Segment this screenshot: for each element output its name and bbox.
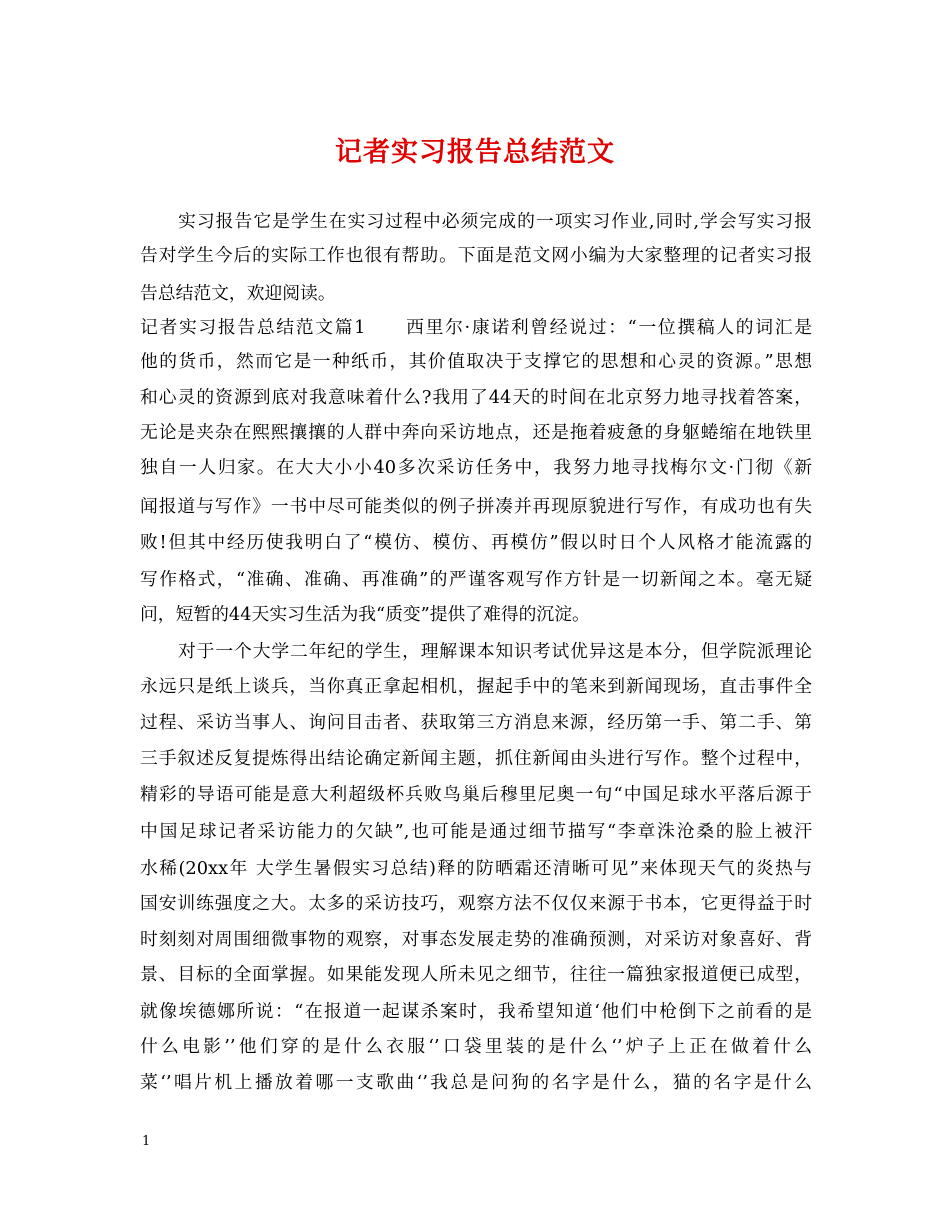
text-line: 对于一个大学二年纪的学生，理解课本知识考试优异这是本分，但学院派理论 [178, 641, 812, 662]
text-line: 国安训练强度之大。太多的采访技巧，观察方法不仅仅来源于书本，它更得益于时 [140, 893, 812, 914]
text-line: 闻报道与写作》一书中尽可能类似的例子拼凑并再现原貌进行写作，有成功也有失 [140, 496, 812, 517]
text-line: 景、目标的全面掌握。如果能发现人所未见之细节，往往一篇独家报道便已成型， [140, 964, 812, 985]
text-line: 精彩的导语可能是意大利超级杯兵败鸟巢后穆里尼奥一句“中国足球水平落后源于 [140, 784, 812, 805]
text-line: 记者实习报告总结范文篇1 西里尔·康诺利曾经说过：“一位撰稿人的词汇是 [140, 317, 812, 338]
page-title: 记者实习报告总结范文 [335, 137, 615, 168]
text-line: 告总结范文，欢迎阅读。 [140, 283, 336, 304]
text-line: 和心灵的资源到底对我意味着什么?我用了44天的时间在北京努力地寻找着答案， [140, 387, 812, 408]
text-line: 他的货币，然而它是一种纸币，其价值取决于支撑它的思想和心灵的资源。”思想 [140, 351, 812, 372]
text-line: 实习报告它是学生在实习过程中必须完成的一项实习作业,同时,学会写实习报 [178, 211, 812, 232]
text-line: 无论是夹杂在熙熙攘攘的人群中奔向采访地点，还是拖着疲惫的身躯蜷缩在地铁里 [140, 422, 812, 443]
text-line: 过程、采访当事人、询问目击者、获取第三方消息来源，经历第一手、第二手、第 [140, 712, 812, 733]
text-line: 问，短暂的44天实习生活为我“质变”提供了难得的沉淀。 [140, 604, 590, 625]
text-line: 永远只是纸上谈兵，当你真正拿起相机，握起手中的笔来到新闻现场，直击事件全 [140, 676, 812, 697]
text-line: 水稀(20xx年 大学生暑假实习总结)释的防晒霜还清晰可见”来体现天气的炎热与 [140, 858, 812, 879]
text-line: 写作格式，“准确、准确、再准确”的严谨客观写作方针是一切新闻之本。毫无疑 [140, 569, 812, 590]
text-line: 独自一人归家。在大大小小40多次采访任务中，我努力地寻找梅尔文·门彻《新 [140, 457, 812, 478]
text-line: 三手叙述反复提炼得出结论确定新闻主题，抓住新闻由头进行写作。整个过程中， [140, 748, 812, 769]
text-line: 菜‘’唱片机上播放着哪一支歌曲‘’我总是问狗的名字是什么，猫的名字是什么 [140, 1072, 812, 1093]
text-line: 告对学生今后的实际工作也很有帮助。下面是范文网小编为大家整理的记者实习报 [140, 245, 812, 266]
text-line: 中国足球记者采访能力的欠缺”,也可能是通过细节描写“李章洙沧桑的脸上被汗 [140, 821, 812, 842]
page-number: 1 [142, 1134, 151, 1149]
text-line: 时刻刻对周围细微事物的观察，对事态发展走势的准确预测，对采访对象喜好、背 [140, 929, 812, 950]
text-line: 败!但其中经历使我明白了“模仿、模仿、再模仿”假以时日个人风格才能流露的 [140, 532, 812, 553]
text-line: 就像埃德娜所说：“在报道一起谋杀案时，我希望知道‘他们中枪倒下之前看的是 [140, 1001, 812, 1022]
text-line: 什么电影’’他们穿的是什么衣服‘’口袋里装的是什么‘’炉子上正在做着什么 [140, 1036, 812, 1057]
